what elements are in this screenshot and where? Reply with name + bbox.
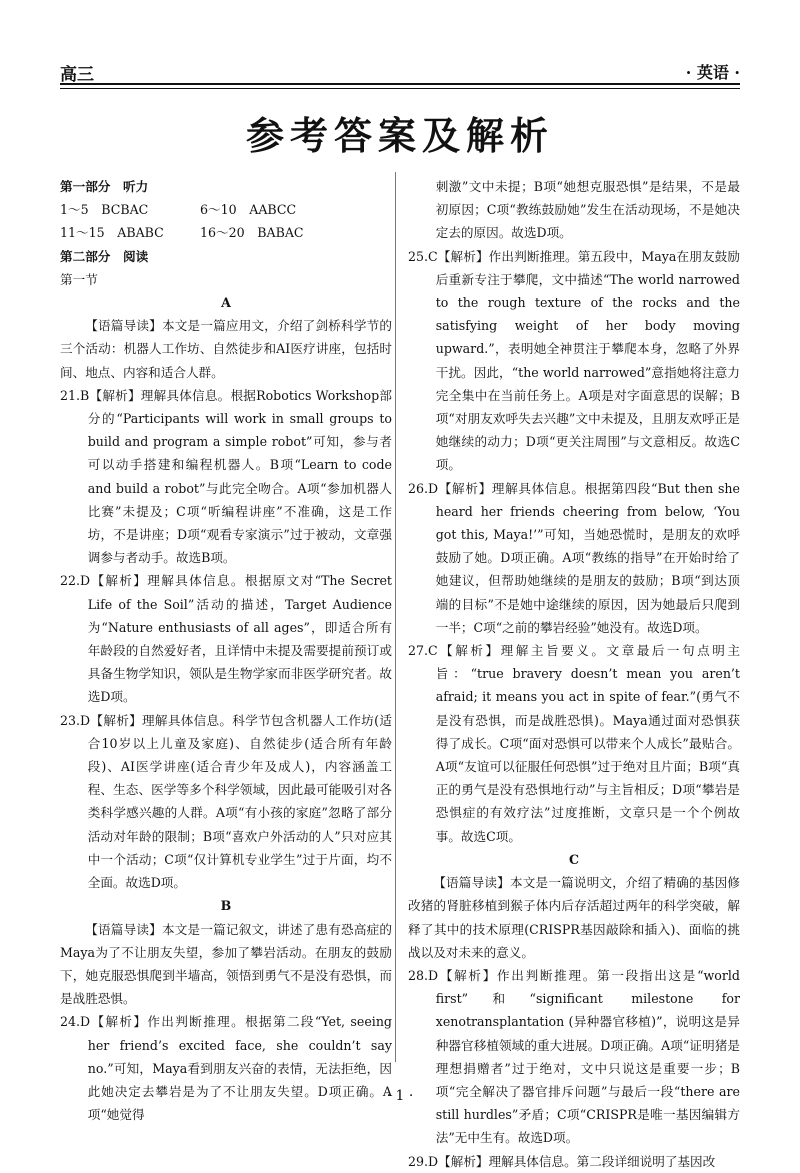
answer-item-26: 26.D【解析】理解具体信息。根据第四段“But then she heard her friends cheering from below, ‘You got this, Maya!’”可知，当她恐慌时，是朋友的欢呼鼓励了她。D项正确。A项“教练的指导”在开始时给了她建议，但帮助她继续的是朋友的鼓励；B项“到达顶端的目标”不是她中途继续的原因，因为她最后只爬到一半；C项“之前的攀岩经验”她没有。故选D项。 — [408, 480, 740, 635]
header-rule-thin — [60, 88, 740, 89]
passage-b-intro: 【语篇导读】本文是一篇记叙文，讲述了患有恐高症的Maya为了不让朋友失望，参加了攀岩活动。在朋友的鼓励下，她克服恐惧爬到半墙高，领悟到勇气不是没有恐惧，而是战胜恐惧。 — [60, 921, 392, 1007]
answer-item-29: 29.D【解析】理解具体信息。第二段详细说明了基因改 — [408, 1153, 716, 1169]
answer-item-25: 25.C【解析】作出判断推理。第五段中，Maya在朋友鼓励后重新专注于攀爬，文中描述“The world narrowed to the rough texture of the rocks and the satisfying weight of her body moving upward.”，表明她全神贯注于攀爬本身，忽略了外界干扰。因此，“the world narrowed”意指她将注意力完全集中在当前任务上。A项是对字面意思的误解；B项“对朋友欢呼失去兴趣”文中未提及，且朋友欢呼正是她继续的动力；D项“更关注周围”与文意相反。故选C项。 — [408, 248, 740, 473]
answer-row — [60, 221, 392, 244]
passage-c-letter: C — [568, 851, 580, 867]
left-column — [60, 175, 392, 1126]
answer-item-24: 24.D【解析】作出判断推理。根据第二段“Yet, seeing her friend’s excited face, she couldn’t say no.”可知，Maya看到朋友兴奋的表情，无法拒绝，因此她决定去攀岩是为了不让朋友失望。D项正确。A项“她觉得 — [60, 1014, 392, 1123]
passage-a-intro: 【语篇导读】本文是一篇应用文，介绍了剑桥科学节的三个活动：机器人工作坊、自然徒步和AI医疗讲座，包括时间、地点、内容和适合人群。 — [60, 318, 392, 380]
page-number: · 1 · — [386, 1088, 414, 1104]
answer-range: 16～20 BABAC — [200, 225, 304, 241]
section-label: 第一节 — [60, 271, 98, 287]
answer-item-21: 21.B【解析】理解具体信息。根据Robotics Workshop部分的“Participants will work in small groups to build and program a simple robot”可知，参与者可以动手搭建和编程机器人。B项“Learn to code and build a robot”与此完全吻合。A项“参加机器人比赛”未提及；C项“听编程讲座”不准确，这是工作坊，不是讲座；D项“观看专家演示”过于被动，文章强调参与者动手。故选B项。 — [60, 387, 392, 566]
answer-item-27: 27.C【解析】理解主旨要义。文章最后一句点明主旨：“true bravery doesn’t mean you aren’t afraid; it means you act in spite of fear.”(勇气不是没有恐惧，而是战胜恐惧)。Maya通过面对恐惧获得了成长。C项“面对恐惧可以带来个人成长”最贴合。A项“友谊可以征服任何恐惧”过于绝对且片面；B项“真正的勇气是没有恐惧地行动”与主旨相反；D项“攀岩是恐惧症的有效疗法”过度推断，文章只是一个个例故事。故选C项。 — [408, 643, 740, 844]
answer-range: 11～15 ABABC — [60, 225, 164, 241]
answer-item-22: 22.D【解析】理解具体信息。根据原文对“The Secret Life of the Soil”活动的描述，Target Audience为“Nature enthusiasts of all ages”，即适合所有年龄段的自然爱好者，且详情中未提及需要提前预订或具备生物学知识，领队是生物学家而非医学研究者。故选D项。 — [60, 573, 392, 705]
answer-item-28: 28.D【解析】作出判断推理。第一段指出这是“world first”和“significant milestone for xenotransplantation (异种器官移植)”，说明这是异种器官移植领域的重大进展。D项正确。A项“证明猪是理想捐赠者”过于绝对，文中只说这是重要一步；B项“完全解决了器官排斥问题”与最后一段“there are still hurdles”矛盾；C项“CRISPR是唯一基因编辑方法”无中生有。故选D项。 — [408, 967, 740, 1146]
answer-range: 1～5 BCBAC — [60, 202, 149, 218]
grade-label: 高三 — [60, 65, 94, 85]
page-title: 参考答案及解析 — [245, 114, 554, 158]
page-header — [60, 60, 740, 85]
answer-range: 6～10 AABCC — [200, 202, 297, 218]
header-rule-thick — [60, 83, 740, 85]
column-divider — [395, 172, 396, 1062]
passage-c-intro: 【语篇导读】本文是一篇说明文，介绍了精确的基因修改猪的肾脏移植到猴子体内后存活超过两年的科学突破，解释了其中的技术原理(CRISPR基因敲除和插入)、面临的挑战以及对未来的意义。 — [408, 875, 740, 960]
part2-heading: 第二部分 阅读 — [60, 248, 149, 264]
answer-item-24-continued: 刺激”文中未提；B项“她想克服恐惧”是结果，不是最初原因；C项“教练鼓励她”发生在活动现场，不是她决定去的原因。故选D项。 — [435, 179, 740, 241]
passage-b-letter: B — [220, 898, 232, 914]
passage-a-letter: A — [221, 295, 231, 311]
answer-item-23: 23.D【解析】理解具体信息。科学节包含机器人工作坊(适合10岁以上儿童及家庭)、自然徒步(适合所有年龄段)、AI医学讲座(适合青少年及成人)，内容涵盖工程、生态、医学等多个科学领域，因此最可能吸引对各类科学感兴趣的人群。A项“有小孩的家庭”忽略了部分活动对年龄的限制；B项“喜欢户外活动的人”只对应其中一个活动；C项“仅计算机专业学生”过于片面，均不全面。故选D项。 — [60, 712, 392, 891]
right-column — [408, 175, 740, 1173]
answer-row — [60, 198, 392, 221]
part1-heading: 第一部分 听力 — [60, 179, 149, 194]
subject-label: · 英语 · — [685, 63, 740, 82]
